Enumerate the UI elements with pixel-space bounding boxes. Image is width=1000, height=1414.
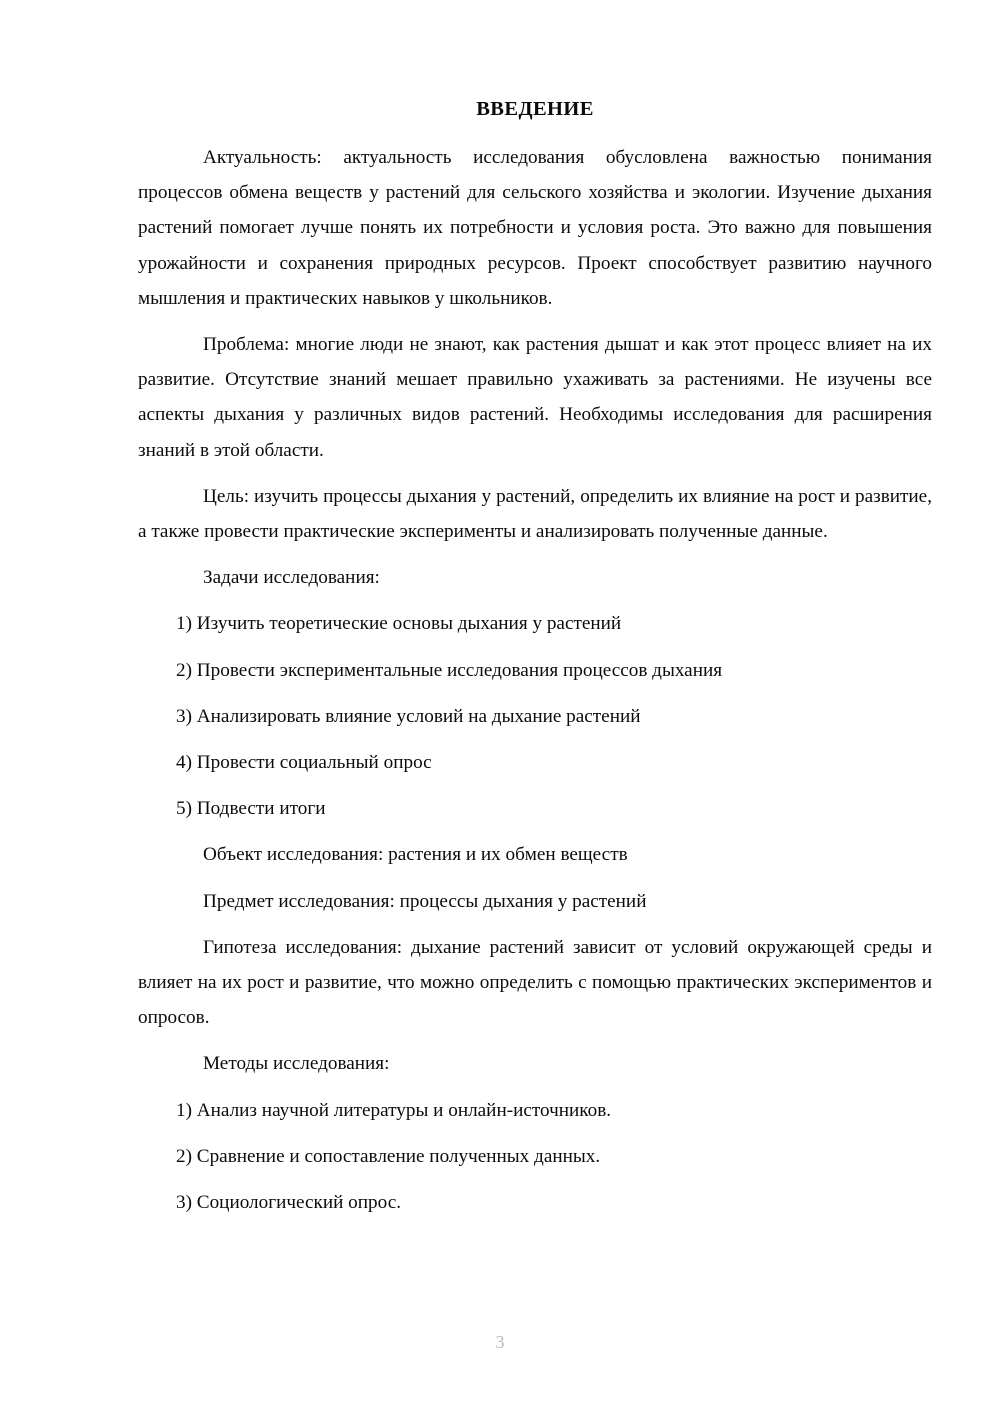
paragraph-hypothesis: Гипотеза исследования: дыхание растений зависит от условий окружающей среды и влияет на их рост и развитие, что можно определить с помощью практических экспериментов и опросов.: [138, 936, 932, 1029]
page-title: ВВЕДЕНИЕ: [476, 98, 594, 120]
line-research-subject: Предмет исследования: процессы дыхания у растений: [203, 890, 647, 912]
list-item: 1) Анализ научной литературы и онлайн-источников.: [176, 1099, 612, 1121]
list-item: 2) Сравнение и сопоставление полученных данных.: [176, 1145, 601, 1167]
paragraph-goal: Цель: изучить процессы дыхания у растений, определить их влияние на рост и развитие, а также провести практические эксперименты и анализировать полученные данные.: [138, 485, 932, 543]
list-item: 2) Провести экспериментальные исследования процессов дыхания: [176, 659, 723, 681]
list-item: 1) Изучить теоретические основы дыхания у растений: [176, 613, 622, 635]
paragraph-relevance: Актуальность: актуальность исследования обусловлена важностью понимания процессов обмена веществ у растений для сельского хозяйства и экологии. Изучение дыхания растений помогает лучше понять их потребности и условия роста. Это важно для повышения урожайности и сохранения природных ресурсов. Проект способствует развитию научного мышления и практических навыков у школьников.: [138, 147, 932, 309]
list-item: 5) Подвести итоги: [176, 798, 326, 820]
page-number: 3: [495, 1332, 505, 1352]
paragraph-problem: Проблема: многие люди не знают, как растения дышат и как этот процесс влияет на их развитие. Отсутствие знаний мешает правильно ухаживать за растениями. Не изучены все аспекты дыхания у различных видов растений. Необходимы исследования для расширения знаний в этой области.: [138, 334, 932, 461]
list-item: 3) Социологический опрос.: [176, 1192, 402, 1214]
list-item: 3) Анализировать влияние условий на дыхание растений: [176, 705, 641, 727]
heading-methods: Методы исследования:: [203, 1053, 390, 1075]
heading-tasks: Задачи исследования:: [203, 567, 380, 589]
list-item: 4) Провести социальный опрос: [176, 752, 432, 774]
line-research-object: Объект исследования: растения и их обмен веществ: [203, 844, 628, 866]
page-content: [138, 92, 932, 1231]
